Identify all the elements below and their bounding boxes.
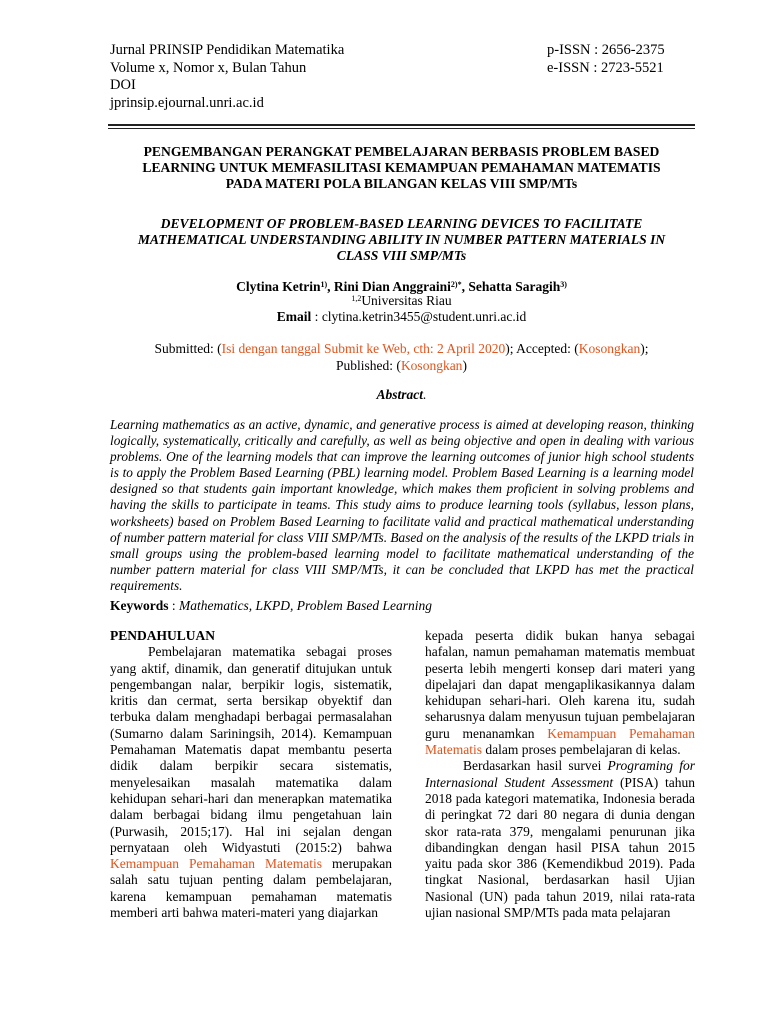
journal-url[interactable]: jprinsip.ejournal.unri.ac.id (110, 94, 264, 111)
header-rule-bottom (108, 128, 695, 129)
journal-doi: DOI (110, 77, 136, 93)
paragraph-text: (PISA) tahun 2018 pada kategori matematika, Indonesia berada di peringkat 72 dari 80 negara di dunia dengan skor rata-rata 379, mengalami penurunan jika dibandingkan dengan hasil PISA tahun 2015 yaitu pada skor 386 (Kemendikbud 2019). Pada tingkat Nasional, berdasarkan hasil Ujian Nasional (UN) pada tahun 2019, nilai rata-rata ujian nasional SMP/MTs pada mata pelajaran (425, 774, 695, 921)
paragraph-text: merupakan salah satu tujuan penting dalam pembelajaran, karena kemampuan pemahaman matematis memberi arti bahwa materi-materi yang diajarkan (110, 856, 392, 921)
title-line: LEARNING UNTUK MEMFASILITASI KEMAMPUAN PEMAHAMAN MATEMATIS (142, 160, 661, 175)
accepted-label: ); Accepted: ( (505, 341, 579, 356)
affiliation-sup: 1,2 (351, 294, 362, 303)
submitted-label: Submitted: ( (154, 341, 222, 356)
author-name: Rini Dian Anggraini (333, 279, 451, 294)
accepted-close: ); (640, 341, 649, 356)
section-heading: PENDAHULUAN (110, 628, 216, 643)
email-label: Email (276, 309, 312, 324)
body-column-right (425, 628, 695, 921)
abstract-heading (108, 387, 695, 403)
highlighted-term: Kemampuan Pemahaman Matematis (110, 856, 322, 872)
published-label: Published: ( (336, 358, 401, 373)
title-line: PADA MATERI POLA BILANGAN KELAS VIII SMP/MTs (225, 176, 578, 191)
journal-header-left (110, 42, 344, 112)
email-line (108, 309, 695, 325)
email-address[interactable]: clytina.ketrin3455@student.unri.ac.id (321, 309, 527, 324)
title-line: MATHEMATICAL UNDERSTANDING ABILITY IN NUMBER PATTERN MATERIALS IN (137, 232, 666, 247)
abstract-title: Abstract (376, 387, 424, 402)
dates-line-2 (108, 357, 695, 374)
author-name: Clytina Ketrin (236, 279, 321, 294)
author-sup: 2)* (450, 280, 462, 289)
keywords-label: Keywords (110, 598, 169, 613)
body-paragraph (110, 644, 392, 921)
body-column-left (110, 628, 392, 921)
author-separator: , (461, 279, 469, 294)
submission-dates (108, 340, 695, 374)
published-value: Kosongkan (400, 358, 463, 373)
author-sup: 1) (320, 280, 328, 289)
title-line: DEVELOPMENT OF PROBLEM-BASED LEARNING DEVICES TO FACILITATE (160, 216, 643, 231)
title-line: CLASS VIII SMP/MTs (336, 248, 467, 263)
published-close: ) (462, 358, 467, 373)
journal-volume: Volume x, Nomor x, Bulan Tahun (110, 59, 307, 76)
dates-line-1 (108, 340, 695, 357)
header-rule-top (108, 124, 695, 126)
accepted-value: Kosongkan (578, 341, 641, 356)
affiliation-name: Universitas Riau (361, 293, 452, 308)
paper-title-english (108, 216, 695, 264)
journal-header-right (547, 42, 665, 77)
journal-eissn: e-ISSN : 2723-5521 (547, 59, 664, 76)
body-paragraph (425, 758, 695, 921)
keywords-separator: : (168, 598, 180, 613)
paragraph-text: Pembelajaran matematika sebagai proses yang aktif, dinamik, dan generatif ditujukan untuk pengembangan nalar, berpikir logis, sistematik, kritis dan cermat, serta bersikap obyektif dan terbuka dalam menghadapi berbagai permasalahan (Sumarno dalam Sariningsih, 2014). Kemampuan Pemahaman Matematis dapat membantu peserta didik dalam berpikir secara sistematis, menyelesaikan masalah matematika dalam kehidupan sehari-hari dan menerapkan matematika dalam berbagai bidang ilmu pengetahuan lain (Purwasih, 2015;17). Hal ini sejalan dengan pernyataan oleh Widyastuti (2015:2) bahwa (110, 644, 392, 855)
abstract-title-dot: . (423, 387, 427, 402)
author-separator: , (327, 279, 334, 294)
affiliation (108, 293, 695, 309)
journal-pissn: p-ISSN : 2656-2375 (547, 42, 665, 58)
journal-name: Jurnal PRINSIP Pendidikan Matematika (110, 42, 345, 58)
submitted-value: Isi dengan tanggal Submit ke Web, cth: 2 April 2020 (221, 341, 506, 356)
italic-term: Programing for Internasional Student Assessment (425, 758, 695, 790)
keywords-value: Mathematics, LKPD, Problem Based Learning (179, 598, 432, 613)
body-paragraph (425, 628, 695, 758)
paper-title-indonesian (108, 144, 695, 192)
author-name: Sehatta Saragih (468, 279, 561, 294)
highlighted-term: Kemampuan Pemahaman Matematis (425, 725, 695, 758)
email-separator: : (311, 309, 322, 324)
author-sup: 3) (560, 280, 567, 289)
paragraph-text: kepada peserta didik bukan hanya sebagai hafalan, namun pemahaman matematis membuat peserta lebih mengerti konsep dari materi yang dipelajari dan dapat mengaplikasikannya dalam kehidupan sehari-hari. Oleh karena itu, sudah seharusnya dalam menyusun tujuan pembelajaran guru menanamkan (425, 628, 695, 741)
abstract-text: Learning mathematics as an active, dynamic, and generative process is aimed at developing reason, thinking logically, systematically, critically and carefully, as well as being objective and open in dealing with various problems. One of the learning models that can improve the learning outcomes of junior high school students is to apply the Problem Based Learning (PBL) learning model. Problem Based Learning is a learning model designed so that students gain important knowledge, which makes them proficient in solving problems and having the skills to participate in teams. This study aims to produce learning tools (syllabus, lesson plans, worksheets) based on Problem Based Learning to facilitate valid and practical mathematical understanding of number pattern material for class VIII SMP/MTs. Based on the analysis of the results of the LKPD trials in small groups using the problem-based learning model to facilitate mathematical understanding of the number pattern material for class VIII SMP/MTs, it can be concluded that LKPD has met the practical requirements. (110, 417, 694, 593)
paragraph-text: dalam proses pembelajaran di kelas. (482, 742, 681, 758)
paragraph-text: Berdasarkan hasil survei (463, 758, 608, 774)
keywords-line (110, 598, 694, 614)
title-line: PENGEMBANGAN PERANGKAT PEMBELAJARAN BERBASIS PROBLEM BASED (143, 144, 660, 159)
